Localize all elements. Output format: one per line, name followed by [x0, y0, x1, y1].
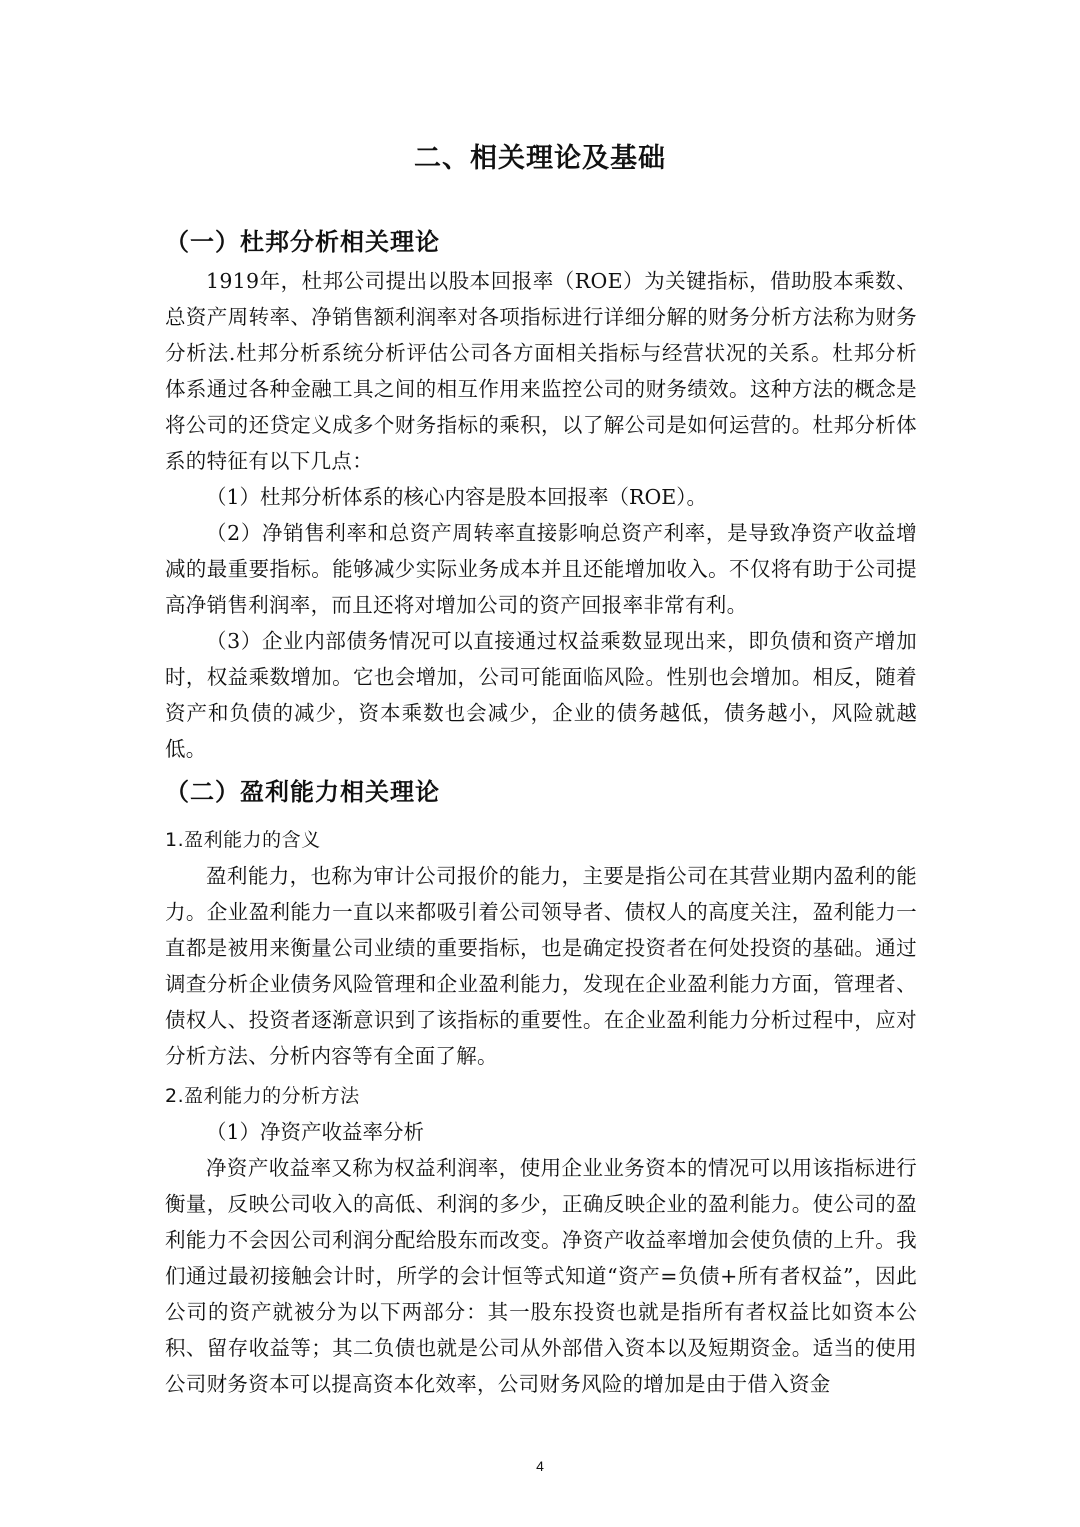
profitability-meaning-paragraph: 盈利能力，也称为审计公司报价的能力，主要是指公司在其营业期内盈利的能力。企业盈利能力一直以来都吸引着公司领导者、债权人的高度关注，盈利能力一直都是被用来衡量公司业绩的重要指标，也是确定投资者在何处投资的基础。通过调查分析企业债务风险管理和企业盈利能力，发现在企业盈利能力方面，管理者、债权人、投资者逐渐意识到了该指标的重要性。在企业盈利能力分析过程中，应对分析方法、分析内容等有全面了解。 [165, 864, 917, 1068]
dupont-point-1: （1）杜邦分析体系的核心内容是股本回报率（ROE）。 [206, 485, 707, 509]
dupont-intro-paragraph: 1919年，杜邦公司提出以股本回报率（ROE）为关键指标，借助股本乘数、总资产周转率、净销售额利润率对各项指标进行详细分解的财务分析方法称为财务分析法.杜邦分析系统分析评估公司各方面相关指标与经营状况的关系。杜邦分析体系通过各种金融工具之间的相互作用来监控公司的财务绩效。这种方法的概念是将公司的还贷定义成多个财务指标的乘积，以了解公司是如何运营的。杜邦分析体系的特征有以下几点： [165, 269, 917, 473]
chapter-title: 二、相关理论及基础 [414, 143, 666, 174]
subheading-analysis-methods: 2.盈利能力的分析方法 [165, 1085, 360, 1107]
roe-analysis-title: （1）净资产收益率分析 [206, 1120, 425, 1144]
page-number: 4 [536, 1458, 544, 1474]
section-heading-dupont: （一）杜邦分析相关理论 [165, 228, 440, 256]
roe-analysis-paragraph: 净资产收益率又称为权益利润率，使用企业业务资本的情况可以用该指标进行衡量，反映公司收入的高低、利润的多少，正确反映企业的盈利能力。使公司的盈利能力不会因公司利润分配给股东而改变。净资产收益率增加会使负债的上升。我们通过最初接触会计时，所学的会计恒等式知道“资产=负债+所有者权益”，因此公司的资产就被分为以下两部分：其一股东投资也就是指所有者权益比如资本公积、留存收益等；其二负债也就是公司从外部借入资本以及短期资金。适当的使用公司财务资本可以提高资本化效率，公司财务风险的增加是由于借入资金 [165, 1156, 917, 1396]
section-heading-profitability: （二）盈利能力相关理论 [165, 778, 440, 806]
subheading-profitability-meaning: 1.盈利能力的含义 [165, 829, 321, 851]
dupont-point-2: （2）净销售利率和总资产周转率直接影响总资产利率，是导致净资产收益增减的最重要指标。能够减少实际业务成本并且还能增加收入。不仅将有助于公司提高净销售利润率，而且还将对增加公司的资产回报率非常有利。 [165, 521, 917, 617]
dupont-point-3: （3）企业内部债务情况可以直接通过权益乘数显现出来，即负债和资产增加时，权益乘数增加。它也会增加，公司可能面临风险。性别也会增加。相反，随着资产和负债的减少，资本乘数也会减少，企业的债务越低，债务越小，风险就越低。 [165, 629, 917, 761]
